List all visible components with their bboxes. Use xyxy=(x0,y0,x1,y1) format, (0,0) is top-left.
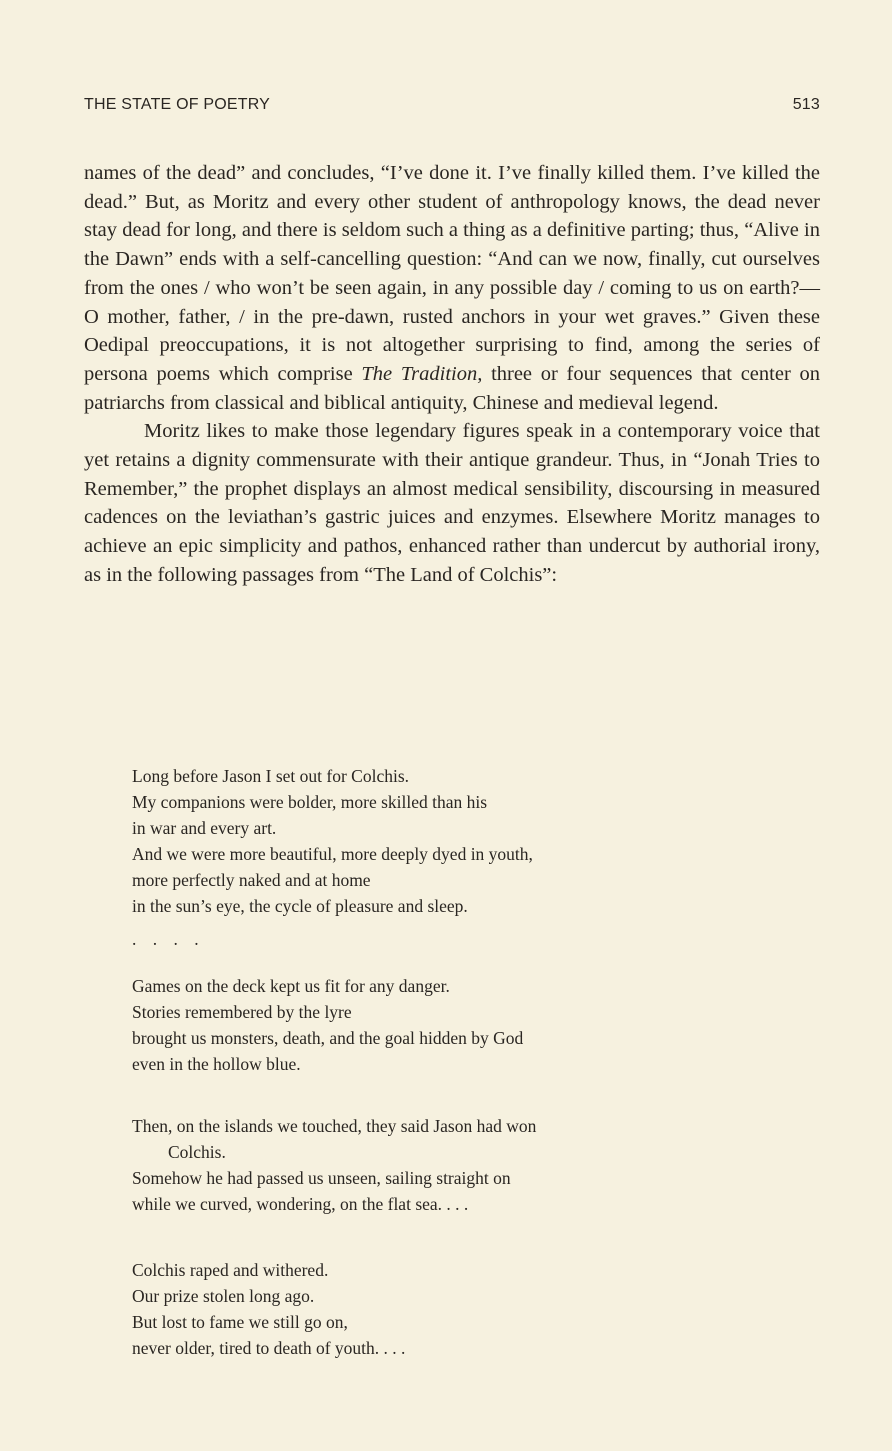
poem-stanza-4 xyxy=(132,1257,812,1361)
running-head xyxy=(84,96,820,120)
poem-line: Stories remembered by the lyre xyxy=(132,1002,352,1022)
poem-line: Colchis raped and withered. xyxy=(132,1260,329,1280)
poem-line: Then, on the islands we touched, they said Jason had won xyxy=(132,1116,537,1136)
paragraph-1-text-a: names of the dead” and concludes, “I’ve done it. I’ve finally killed them. I’ve killed the dead.” But, as Moritz and every other student of anthropology knows, the dead never stay dead for long, and there is seldom such a thing as a definitive parting; thus, “Alive in the Dawn” ends with a self-cancelling question: “And can we now, finally, cut ourselves from the ones / who won’t be seen again, in any possible day / coming to us on earth?—O mother, father, / in the pre-dawn, rusted anchors in your wet graves.” Given these Oedipal preoccupations, it is not altogether surprising to find, among the series of persona poems which comprise xyxy=(84,162,820,385)
poem-stanza-1 xyxy=(132,763,812,919)
poem-stanza-3 xyxy=(132,1113,812,1217)
poem-line: even in the hollow blue. xyxy=(132,1054,301,1074)
book-title-italic: The Tradition, xyxy=(361,362,483,385)
poem-line: Somehow he had passed us unseen, sailing straight on xyxy=(132,1168,511,1188)
poem-line: while we curved, wondering, on the flat sea. . . . xyxy=(132,1194,469,1214)
poem-line: never older, tired to death of youth. . . . xyxy=(132,1338,406,1358)
paragraph-1 xyxy=(84,159,820,417)
poem-line: Long before Jason I set out for Colchis. xyxy=(132,766,410,786)
poem-line-turnover: Colchis. xyxy=(168,1142,226,1162)
running-head-title: THE STATE OF POETRY xyxy=(84,96,271,113)
poem-line: My companions were bolder, more skilled than his xyxy=(132,792,488,812)
poem-stanza-2 xyxy=(132,973,812,1077)
ellipsis-line: . . . . xyxy=(132,929,205,949)
poem-line: brought us monsters, death, and the goal hidden by God xyxy=(132,1028,524,1048)
poem-line: And we were more beautiful, more deeply dyed in youth, xyxy=(132,844,533,864)
poem-line: Our prize stolen long ago. xyxy=(132,1286,315,1306)
paragraph-1-text-b: three or four sequences that center on patriarchs from classical and biblical antiquity, Chinese and medieval legend. xyxy=(84,362,820,414)
paragraph-2: Moritz likes to make those legendary figures speak in a contemporary voice that yet retains a dignity commensurate with their antique grandeur. Thus, in “Jonah Tries to Remember,” the prophet displays an almost medical sensibility, discoursing in measured cadences on the leviathan’s gastric juices and enzymes. Elsewhere Moritz manages to achieve an epic simplicity and pathos, enhanced rather than undercut by authorial irony, as in the following passages from “The Land of Colchis”: xyxy=(84,420,820,586)
poem-line: Games on the deck kept us fit for any danger. xyxy=(132,976,450,996)
poem-line: But lost to fame we still go on, xyxy=(132,1312,348,1332)
poem-ellipsis-separator xyxy=(132,926,812,952)
poem-line: in the sun’s eye, the cycle of pleasure and sleep. xyxy=(132,896,468,916)
poem-line: more perfectly naked and at home xyxy=(132,870,371,890)
body-text xyxy=(84,159,820,590)
page-number: 513 xyxy=(792,96,820,113)
poem-line: in war and every art. xyxy=(132,818,277,838)
